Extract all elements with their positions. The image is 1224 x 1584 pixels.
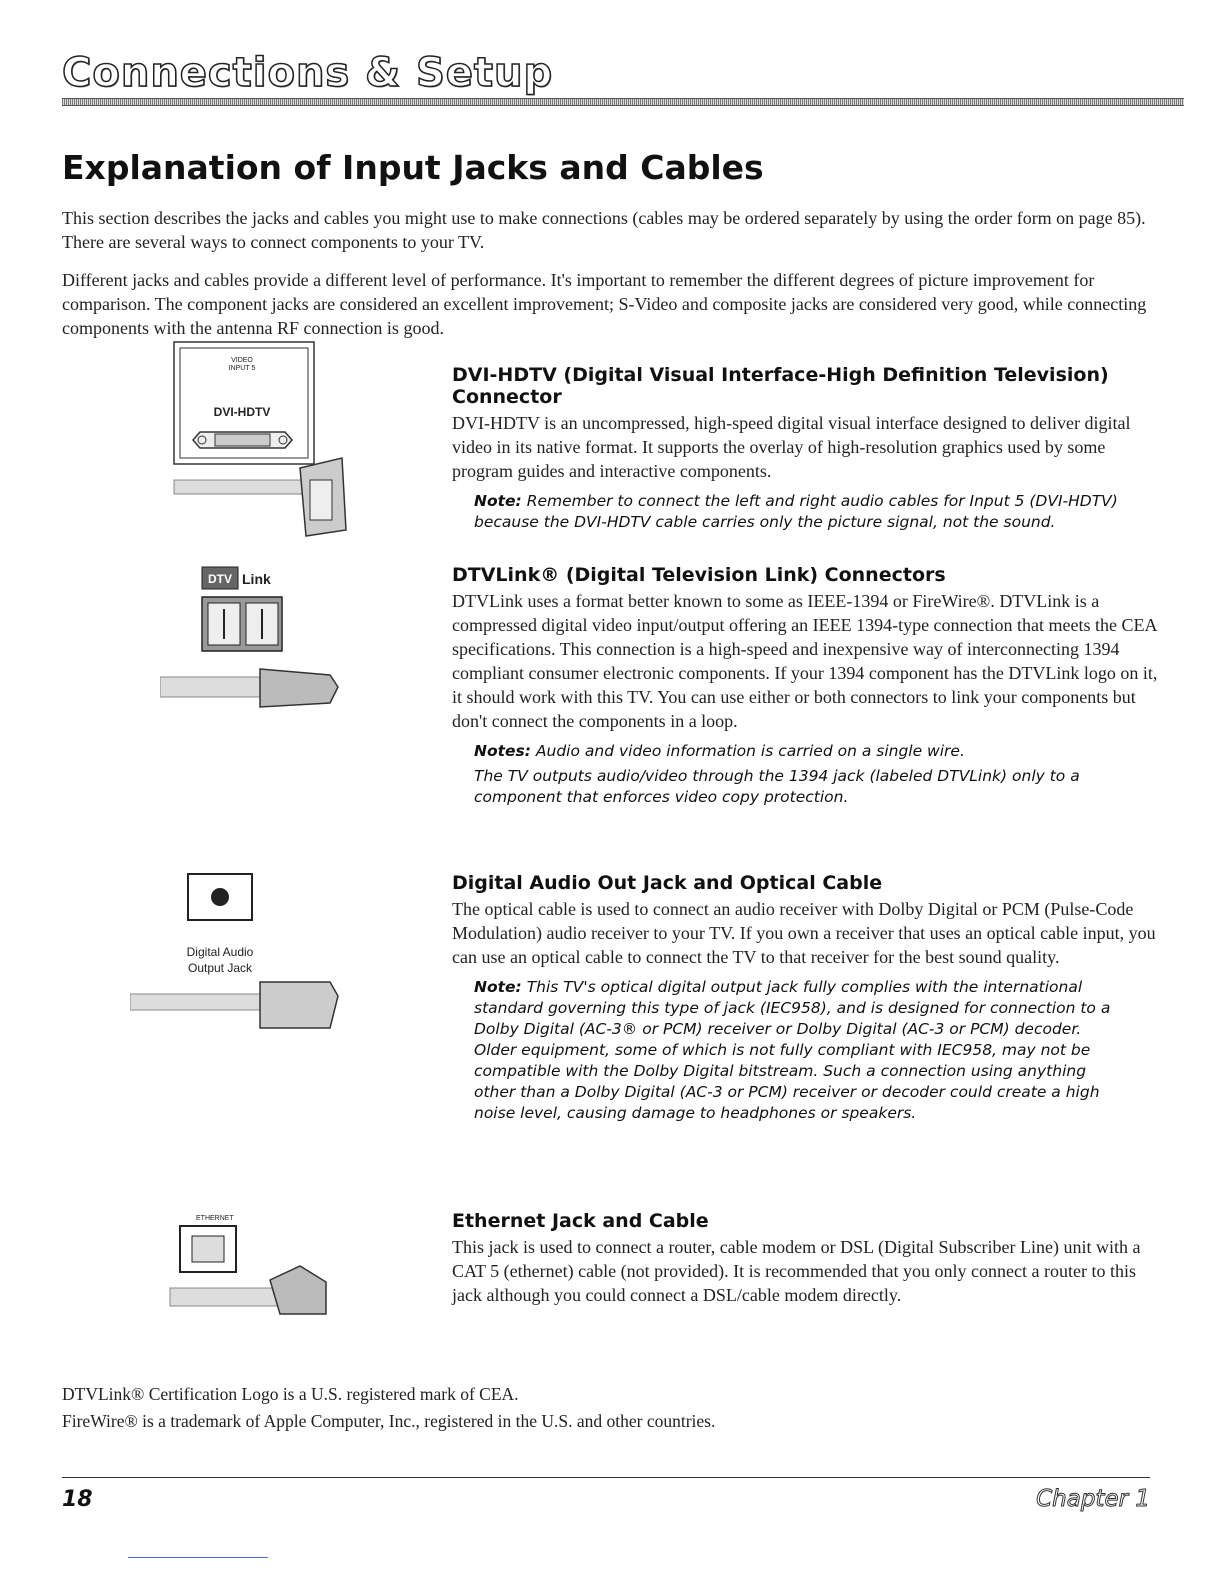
optical-note-text: This TV's optical digital output jack fully complies with the international standard governing this type of jack (IEC958), and is designed for connection to a Dolby Digital (AC-3® or PCM) receiver or Dolby Digital (AC-3 or PCM) decoder. Older equipment, some of which is not fully compliant with IEC958, may not be compatible with the Dolby Digital bitstream. Such a connection using anything other than a Dolby Digital (AC-3 or PCM) receiver or decoder could create a high noise level, causing damage to headphones or speakers. [474, 978, 1111, 1122]
dvi-note-text: Remember to connect the left and right audio cables for Input 5 (DVI-HDTV) because the DVI-HDTV cable carries only the picture signal, not the sound. [474, 492, 1118, 531]
dvi-note [474, 491, 1124, 533]
section-optical [452, 872, 1167, 1124]
dvi-note-label: Note: [474, 492, 522, 510]
section-dvi-hdtv [452, 364, 1167, 533]
dtvlink-logo-left: DTV [208, 572, 232, 586]
dvi-heading: DVI-HDTV (Digital Visual Interface-High Definition Television) Connector [452, 364, 1109, 408]
ethernet-body: This jack is used to connect a router, cable modem or DSL (Digital Subscriber Line) unit with a CAT 5 (ethernet) cable (not provided). It is recommended that you only connect a router to this jack although you could connect a DSL/cable modem directly. [452, 1237, 1141, 1305]
optical-note [474, 977, 1124, 1124]
dtvlink-logo-right: Link [242, 571, 271, 587]
chapter-label: Chapter 1 [1036, 1486, 1150, 1512]
section-dtvlink [452, 564, 1167, 808]
ethernet-label: ETHERNET [196, 1215, 234, 1222]
dvi-top-label: VIDEO [231, 357, 253, 364]
intro-paragraph-2: Different jacks and cables provide a different level of performance. It's important to remember the different degrees of picture improvement for comparison. The component jacks are considered an excellent improvement; S-Video and composite jacks are considered very good, while connecting components with the antenna RF connection is good. [62, 270, 1147, 338]
ethernet-heading: Ethernet Jack and Cable [452, 1210, 709, 1232]
optical-label-1: Digital Audio [186, 945, 254, 959]
header-rule [62, 98, 1184, 106]
footnote-firewire: FireWire® is a trademark of Apple Computer, Inc., registered in the U.S. and other countries. [62, 1411, 716, 1431]
dtvlink-body: DTVLink uses a format better known to some as IEEE-1394 or FireWire®. DTVLink is a compressed digital video input/output offering an IEEE 1394-type connection that meets the CEA specifications. This connection is a high-speed and inexpensive way of interconnecting 1394 compliant consumer electronic components. If your 1394 component has the DTVLink logo on it, it should work with this TV. You can use either or both connectors to link your components but don't connect the components in a loop. [452, 591, 1158, 731]
optical-heading: Digital Audio Out Jack and Optical Cable [452, 872, 883, 894]
section-header-title: Connections & Setup [62, 50, 554, 96]
dvi-connector-illustration [160, 340, 360, 540]
dvi-label: DVI-HDTV [213, 405, 271, 419]
section-ethernet [452, 1210, 1167, 1307]
intro-paragraph-1: This section describes the jacks and cables you might use to make connections (cables may be ordered separately by using the order form on page 85). There are several ways to connect components to your TV. [62, 208, 1146, 252]
optical-note-label: Note: [474, 978, 522, 996]
page-number: 18 [62, 1487, 93, 1512]
dtvlink-note-label: Notes: [474, 742, 531, 760]
dvi-top-label-2: INPUT 5 [228, 365, 256, 372]
dtvlink-note-text-2: The TV outputs audio/video through the 1394 jack (labeled DTVLink) only to a component that enforces video copy protection. [474, 767, 1080, 806]
optical-jack-illustration [130, 870, 370, 1030]
dtvlink-note-1 [474, 741, 1124, 762]
dvi-body: DVI-HDTV is an uncompressed, high-speed digital visual interface designed to deliver digital video in its native format. It supports the overlay of high-resolution graphics used by some program guides and interactive components. [452, 413, 1131, 481]
bottom-divider [128, 1557, 268, 1558]
ethernet-jack-illustration [150, 1210, 350, 1320]
optical-label-2: Output Jack [187, 961, 253, 975]
dtvlink-heading: DTVLink® (Digital Television Link) Connectors [452, 564, 946, 586]
dtvlink-note-text-1: Audio and video information is carried on a single wire. [535, 742, 965, 760]
dtvlink-connector-illustration [160, 565, 360, 735]
footnote-dtvlink: DTVLink® Certification Logo is a U.S. registered mark of CEA. [62, 1384, 519, 1404]
page-title: Explanation of Input Jacks and Cables [62, 148, 764, 187]
optical-body: The optical cable is used to connect an audio receiver with Dolby Digital or PCM (Pulse-Code Modulation) audio receiver to your TV. If you own a receiver that uses an optical cable input, you can use an optical cable to connect the TV to that receiver for the best sound quality. [452, 899, 1156, 967]
footer-rule [62, 1477, 1150, 1478]
